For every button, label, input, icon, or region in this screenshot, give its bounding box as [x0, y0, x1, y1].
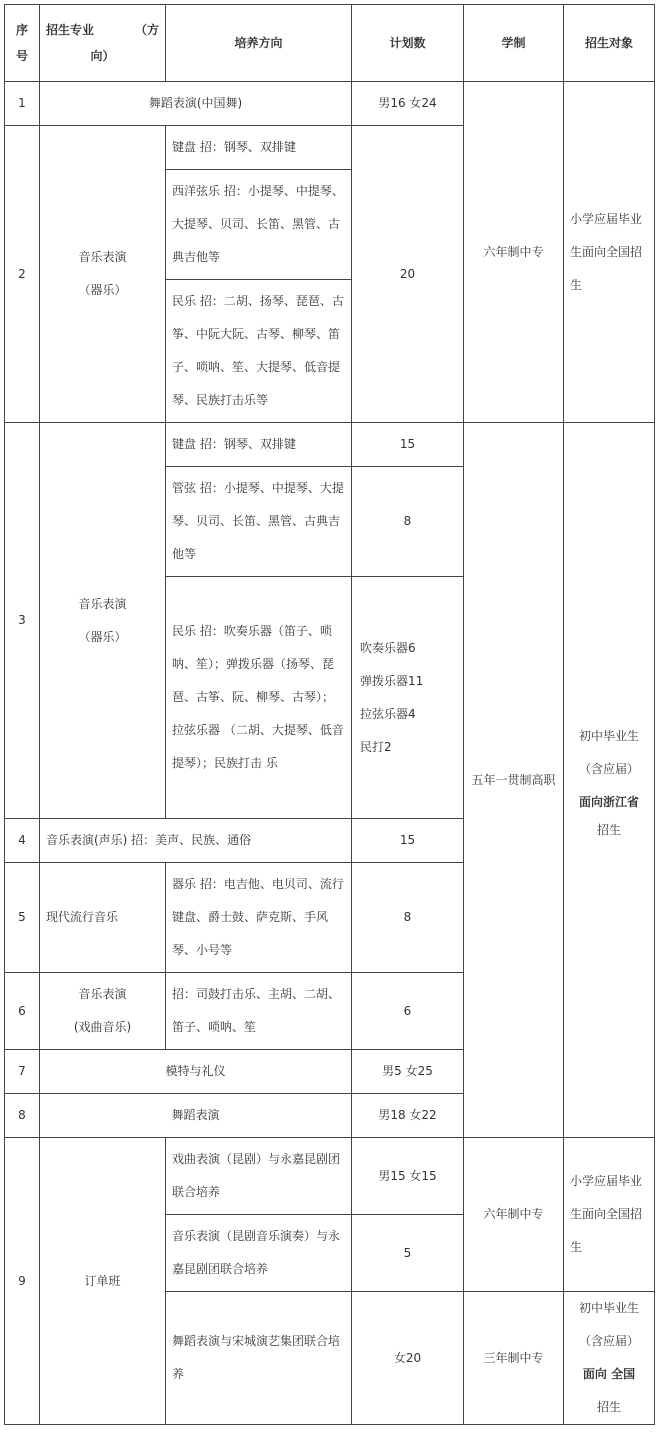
direction-cell: 音乐表演（昆剧音乐演奏）与永嘉昆剧团联合培养	[166, 1215, 352, 1292]
direction-cell: 舞蹈表演与宋城演艺集团联合培养	[166, 1292, 352, 1425]
major-cell: 订单班	[40, 1138, 166, 1425]
table-row	[5, 1138, 655, 1215]
plan-cell: 15	[352, 819, 464, 863]
table-row	[5, 82, 655, 126]
major-cell: 音乐表演(声乐) 招：美声、民族、通俗	[40, 819, 352, 863]
direction-cell: 器乐 招：电吉他、电贝司、流行键盘、爵士鼓、萨克斯、手风琴、小号等	[166, 863, 352, 973]
target-cell: 初中毕业生 （含应届） 面向 全国 招生	[564, 1292, 655, 1425]
header-major: 招生专业 （方 向）	[40, 5, 166, 82]
plan-cell: 15	[352, 423, 464, 467]
major-cell: 舞蹈表演	[40, 1094, 352, 1138]
direction-cell: 戏曲表演（昆剧）与永嘉昆剧团联合培养	[166, 1138, 352, 1215]
header-plan: 计划数	[352, 5, 464, 82]
seq-cell: 9	[5, 1138, 40, 1425]
plan-cell: 6	[352, 973, 464, 1050]
plan-cell: 5	[352, 1215, 464, 1292]
major-cell: 音乐表演 （器乐）	[40, 126, 166, 423]
major-cell: 现代流行音乐	[40, 863, 166, 973]
seq-cell: 3	[5, 423, 40, 819]
direction-cell: 键盘 招：钢琴、双排键	[166, 126, 352, 170]
seq-cell: 1	[5, 82, 40, 126]
header-duration: 学制	[464, 5, 564, 82]
plan-cell: 男18 女22	[352, 1094, 464, 1138]
major-cell: 音乐表演 （器乐）	[40, 423, 166, 819]
seq-cell: 4	[5, 819, 40, 863]
major-cell: 音乐表演 (戏曲音乐)	[40, 973, 166, 1050]
header-row	[5, 5, 655, 82]
plan-cell: 男16 女24	[352, 82, 464, 126]
duration-cell: 六年制中专	[464, 82, 564, 423]
seq-cell: 6	[5, 973, 40, 1050]
table-row	[5, 423, 655, 467]
direction-cell: 管弦 招：小提琴、中提琴、大提琴、贝司、长笛、黑管、古典吉他等	[166, 467, 352, 577]
direction-cell: 键盘 招：钢琴、双排键	[166, 423, 352, 467]
seq-cell: 2	[5, 126, 40, 423]
direction-cell: 民乐 招：吹奏乐器（笛子、唢呐、笙）；弹拨乐器（扬琴、琵琶、古筝、阮、柳琴、古琴）；拉弦乐器 （二胡、大提琴、低音提琴）；民族打击 乐	[166, 577, 352, 819]
seq-cell: 7	[5, 1050, 40, 1094]
plan-cell: 8	[352, 467, 464, 577]
duration-cell: 三年制中专	[464, 1292, 564, 1425]
plan-cell: 男15 女15	[352, 1138, 464, 1215]
direction-cell: 西洋弦乐 招：小提琴、中提琴、大提琴、贝司、长笛、黑管、古典吉他等	[166, 170, 352, 280]
header-seq: 序 号	[5, 5, 40, 82]
header-direction: 培养方向	[166, 5, 352, 82]
major-cell: 舞蹈表演(中国舞)	[40, 82, 352, 126]
enrollment-table	[4, 4, 655, 1425]
plan-cell: 吹奏乐器6 弹拨乐器11 拉弦乐器4 民打2	[352, 577, 464, 819]
seq-cell: 5	[5, 863, 40, 973]
plan-cell: 女20	[352, 1292, 464, 1425]
target-cell: 小学应届毕业生面向全国招生	[564, 82, 655, 423]
seq-cell: 8	[5, 1094, 40, 1138]
duration-cell: 六年制中专	[464, 1138, 564, 1292]
plan-cell: 男5 女25	[352, 1050, 464, 1094]
header-target: 招生对象	[564, 5, 655, 82]
target-cell: 小学应届毕业生面向全国招生	[564, 1138, 655, 1292]
major-cell: 模特与礼仪	[40, 1050, 352, 1094]
plan-cell: 8	[352, 863, 464, 973]
plan-cell: 20	[352, 126, 464, 423]
target-cell: 初中毕业生 （含应届） 面向浙江省 招生	[564, 423, 655, 1138]
direction-cell: 招：司鼓打击乐、主胡、二胡、笛子、唢呐、笙	[166, 973, 352, 1050]
direction-cell: 民乐 招：二胡、扬琴、琵琶、古筝、中阮大阮、古琴、柳琴、笛子、唢呐、笙、大提琴、低音提琴、民族打击乐等	[166, 280, 352, 423]
duration-cell: 五年一贯制高职	[464, 423, 564, 1138]
